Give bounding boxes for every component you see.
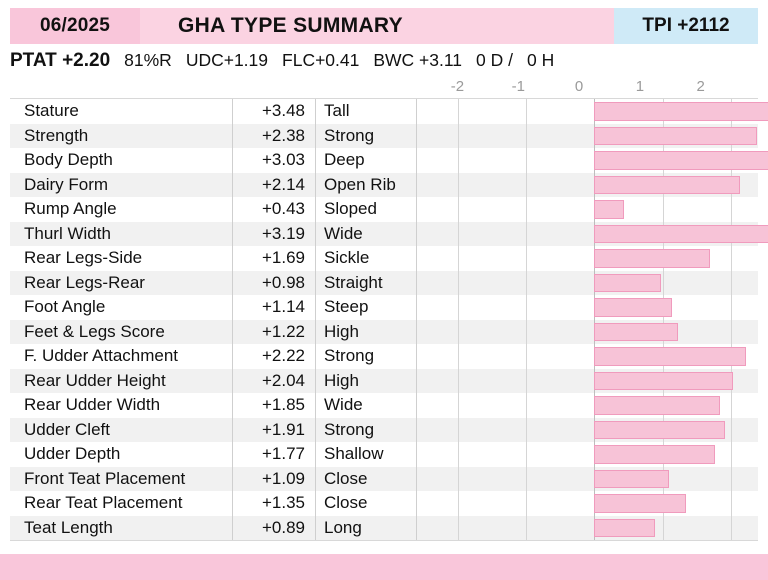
trait-bar — [594, 127, 756, 146]
trait-bar-cell — [416, 418, 758, 443]
reliability-value: 81%R — [124, 50, 172, 70]
table-row — [10, 467, 758, 492]
gridline — [526, 442, 527, 467]
table-row — [10, 124, 758, 149]
trait-value: +3.19 — [232, 222, 316, 247]
table-row — [10, 148, 758, 173]
gridline — [731, 516, 732, 541]
trait-value: +3.03 — [232, 148, 316, 173]
gridline — [458, 516, 459, 541]
table-row — [10, 344, 758, 369]
table-row — [10, 173, 758, 198]
trait-value: +2.14 — [232, 173, 316, 198]
trait-value: +0.43 — [232, 197, 316, 222]
trait-value: +1.22 — [232, 320, 316, 345]
gridline — [731, 393, 732, 418]
header-bar — [10, 8, 758, 44]
gridline — [526, 369, 527, 394]
trait-descriptor: High — [324, 321, 359, 341]
bwc-value: BWC +3.11 — [373, 50, 463, 70]
gridline — [526, 271, 527, 296]
trait-name: Rear Udder Height — [24, 370, 166, 390]
gridline — [526, 393, 527, 418]
gridline — [526, 99, 527, 124]
trait-name: Udder Depth — [24, 444, 121, 464]
trait-value: +2.04 — [232, 369, 316, 394]
gridline — [458, 369, 459, 394]
axis-tick-label: 0 — [574, 78, 584, 95]
gridline — [458, 344, 459, 369]
trait-bar — [594, 396, 720, 415]
gridline — [526, 222, 527, 247]
trait-descriptor: Open Rib — [324, 174, 396, 194]
trait-bar-cell — [416, 173, 758, 198]
trait-bar-cell — [416, 344, 758, 369]
flc-value: FLC+0.41 — [282, 50, 360, 70]
trait-value: +3.48 — [232, 99, 316, 124]
gridline — [526, 148, 527, 173]
trait-descriptor: Straight — [324, 272, 383, 292]
trait-bar-cell — [416, 295, 758, 320]
trait-descriptor: Steep — [324, 297, 369, 317]
trait-bar — [594, 372, 733, 391]
gridline — [731, 491, 732, 516]
table-row — [10, 295, 758, 320]
trait-bar — [594, 421, 724, 440]
axis-tick-label: -1 — [511, 78, 525, 95]
table-row — [10, 222, 758, 247]
trait-bar-cell — [416, 271, 758, 296]
table-row — [10, 197, 758, 222]
trait-value: +1.69 — [232, 246, 316, 271]
trait-descriptor: Strong — [324, 419, 375, 439]
table-row — [10, 369, 758, 394]
trait-name: Udder Cleft — [24, 419, 110, 439]
trait-value: +0.98 — [232, 271, 316, 296]
gridline — [526, 344, 527, 369]
gridline — [526, 197, 527, 222]
table-row — [10, 418, 758, 443]
trait-name: Foot Angle — [24, 297, 106, 317]
trait-name: Front Teat Placement — [24, 468, 186, 488]
gridline — [663, 516, 664, 541]
trait-bar-cell — [416, 148, 758, 173]
tpi-badge: TPI +2112 — [614, 8, 758, 44]
gridline — [731, 320, 732, 345]
trait-bar — [594, 274, 661, 293]
gridline — [526, 124, 527, 149]
gridline — [526, 173, 527, 198]
trait-descriptor: Sloped — [324, 199, 377, 219]
gridline — [731, 197, 732, 222]
table-row — [10, 442, 758, 467]
gridline — [731, 467, 732, 492]
gridline — [731, 295, 732, 320]
footer-stripe — [0, 554, 768, 580]
trait-bar-cell — [416, 467, 758, 492]
gridline — [526, 295, 527, 320]
trait-value: +0.89 — [232, 516, 316, 541]
table-row — [10, 271, 758, 296]
gridline — [458, 295, 459, 320]
trait-name: Teat Length — [24, 517, 113, 537]
trait-descriptor: Strong — [324, 125, 375, 145]
gridline — [731, 246, 732, 271]
table-row — [10, 393, 758, 418]
trait-value: +1.77 — [232, 442, 316, 467]
trait-descriptor: Sickle — [324, 248, 370, 268]
trait-value: +1.85 — [232, 393, 316, 418]
trait-bar — [594, 176, 740, 195]
table-row — [10, 99, 758, 124]
trait-descriptor: Deep — [324, 150, 365, 170]
udc-value: UDC+1.19 — [185, 50, 269, 70]
trait-bar-cell — [416, 442, 758, 467]
gridline — [731, 418, 732, 443]
daughter-count: 0 D / — [476, 50, 513, 70]
composite-indexes — [10, 50, 758, 72]
trait-bar-cell — [416, 320, 758, 345]
gridline — [731, 271, 732, 296]
trait-value: +1.14 — [232, 295, 316, 320]
gridline — [458, 418, 459, 443]
gridline — [526, 516, 527, 541]
trait-bar — [594, 151, 768, 170]
trait-value: +2.38 — [232, 124, 316, 149]
table-row — [10, 246, 758, 271]
trait-bar-cell — [416, 222, 758, 247]
type-summary-page — [0, 8, 768, 580]
trait-descriptor: Close — [324, 468, 368, 488]
gridline — [526, 467, 527, 492]
gridline — [458, 320, 459, 345]
trait-name: Strength — [24, 125, 89, 145]
trait-table — [10, 98, 758, 541]
axis-tick-label: 1 — [635, 78, 645, 95]
trait-bar — [594, 519, 655, 538]
trait-bar — [594, 225, 768, 244]
trait-descriptor: Shallow — [324, 444, 384, 464]
gridline — [458, 124, 459, 149]
trait-bar-cell — [416, 246, 758, 271]
trait-name: Rear Udder Width — [24, 395, 161, 415]
gridline — [731, 442, 732, 467]
herd-count: 0 H — [527, 50, 555, 70]
trait-bar-cell — [416, 124, 758, 149]
trait-name: F. Udder Attachment — [24, 346, 179, 366]
trait-bar — [594, 347, 745, 366]
trait-name: Rear Legs-Side — [24, 248, 143, 268]
trait-descriptor: Wide — [324, 395, 363, 415]
trait-name: Feet & Legs Score — [24, 321, 165, 341]
trait-name: Rear Teat Placement — [24, 493, 183, 513]
gridline — [526, 418, 527, 443]
trait-bar-cell — [416, 491, 758, 516]
trait-bar-cell — [416, 197, 758, 222]
gridline — [458, 442, 459, 467]
trait-name: Rump Angle — [24, 199, 117, 219]
trait-chart — [10, 78, 758, 541]
gridline — [526, 491, 527, 516]
gridline — [663, 197, 664, 222]
trait-bar-cell — [416, 369, 758, 394]
trait-name: Thurl Width — [24, 223, 111, 243]
gridline — [458, 491, 459, 516]
trait-value: +2.22 — [232, 344, 316, 369]
trait-bar — [594, 102, 768, 121]
gridline — [458, 246, 459, 271]
gridline — [458, 222, 459, 247]
trait-value: +1.35 — [232, 491, 316, 516]
proof-date: 06/2025 — [10, 8, 140, 44]
trait-name: Rear Legs-Rear — [24, 272, 145, 292]
axis-tick-label: 2 — [696, 78, 705, 95]
trait-name: Stature — [24, 101, 79, 121]
trait-name: Dairy Form — [24, 174, 109, 194]
trait-bar — [594, 323, 677, 342]
trait-descriptor: Long — [324, 517, 362, 537]
trait-bar-cell — [416, 393, 758, 418]
trait-bar-cell — [416, 99, 758, 124]
ptat-value: PTAT +2.20 — [10, 50, 111, 71]
trait-bar — [594, 470, 668, 489]
gridline — [526, 320, 527, 345]
trait-bar — [594, 494, 686, 513]
trait-bar — [594, 200, 623, 219]
trait-descriptor: Wide — [324, 223, 363, 243]
gridline — [458, 467, 459, 492]
gridline — [458, 197, 459, 222]
table-row — [10, 516, 758, 541]
gridline — [458, 393, 459, 418]
trait-descriptor: Strong — [324, 346, 375, 366]
table-row — [10, 320, 758, 345]
chart-axis — [421, 78, 725, 98]
trait-descriptor: High — [324, 370, 359, 390]
axis-tick-label: -2 — [450, 78, 465, 95]
gridline — [458, 173, 459, 198]
trait-value: +1.09 — [232, 467, 316, 492]
trait-bar — [594, 298, 672, 317]
gridline — [526, 246, 527, 271]
trait-value: +1.91 — [232, 418, 316, 443]
page-title: GHA TYPE SUMMARY — [140, 8, 614, 44]
trait-bar — [594, 249, 709, 268]
gridline — [458, 271, 459, 296]
trait-descriptor: Close — [324, 493, 368, 513]
table-row — [10, 491, 758, 516]
trait-descriptor: Tall — [324, 101, 350, 121]
gridline — [458, 148, 459, 173]
gridline — [458, 99, 459, 124]
trait-name: Body Depth — [24, 150, 113, 170]
trait-bar-cell — [416, 516, 758, 541]
gridline — [663, 271, 664, 296]
trait-bar — [594, 445, 715, 464]
